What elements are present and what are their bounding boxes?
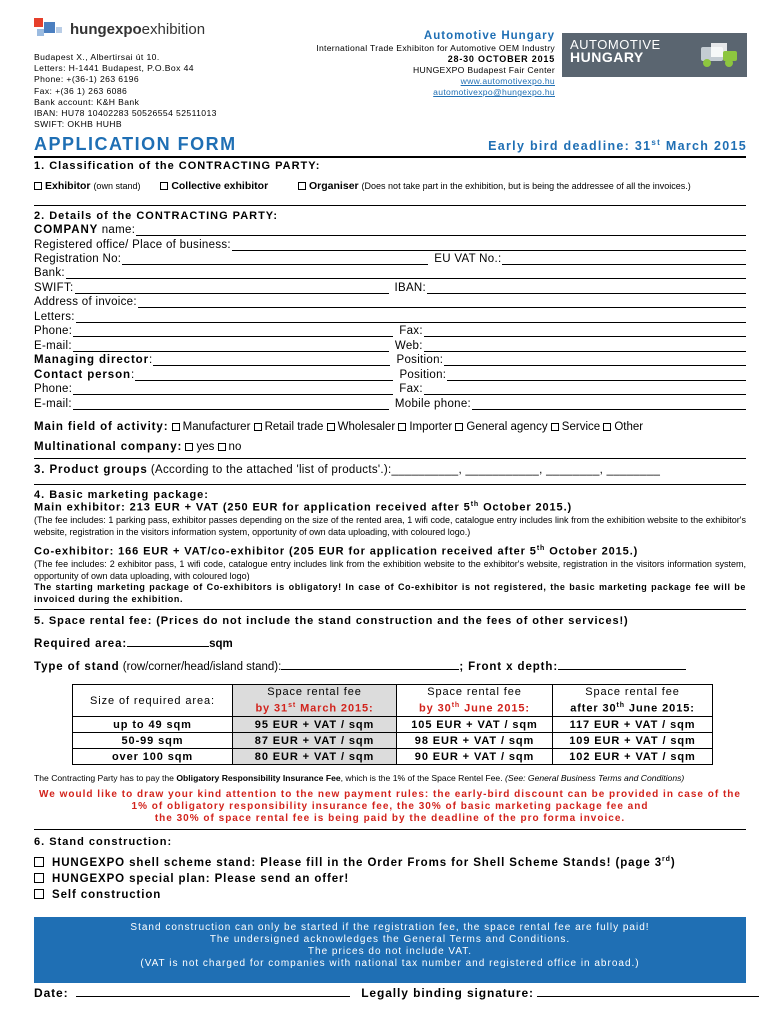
activity-retail[interactable]: Retail trade (254, 421, 324, 433)
checkbox-icon[interactable] (327, 423, 335, 431)
address-line: SWIFT: OKHB HUHB (34, 119, 123, 130)
event-email-link[interactable]: automotivexpo@hungexpo.hu (433, 87, 555, 97)
divider (34, 484, 746, 485)
activity-importer[interactable]: Importer (398, 421, 452, 433)
logo-text-rest: exhibition (141, 20, 206, 38)
table-header-size: Size of required area: (73, 685, 233, 717)
phone-fax-row (34, 325, 746, 337)
sqm-unit: sqm (209, 638, 233, 650)
fax-field[interactable] (424, 385, 746, 395)
mobile-label: Mobile phone: (394, 398, 472, 410)
divider (34, 156, 746, 158)
checkbox-icon[interactable] (603, 423, 611, 431)
main-exhibitor-fee: Main exhibitor: 213 EUR + VAT (250 EUR for application received after 5th October 2015.) (34, 501, 573, 514)
email-field[interactable] (73, 342, 389, 352)
co-exhibitor-warning: The starting marketing package of Co-exhibitors is obligatory! In case of Co-exhibitor is not registered, the basic marketing package fee will be invoiced during the exhibition. (34, 582, 746, 604)
activity-label: Main field of activity: (34, 421, 169, 433)
logo-text-bold: hungexpo (70, 20, 142, 38)
section5-title: 5. Space rental fee: (Prices do not include the stand construction and the fees of other services!) (34, 615, 629, 627)
hungexpo-logo (34, 18, 205, 40)
checkbox-icon[interactable] (34, 889, 44, 899)
badge-line1: AUTOMOTIVE (570, 37, 661, 52)
email-web-row (34, 340, 746, 352)
notice-line: (VAT is not charged for companies with national tax number and registered office in abroad.) (140, 958, 640, 969)
option-special-plan[interactable]: HUNGEXPO special plan: Please send an offer! (34, 873, 746, 885)
checkbox-icon[interactable] (34, 857, 44, 867)
divider (34, 609, 746, 610)
contact-person-label: Contact person: (34, 369, 135, 381)
required-area-label: Required area: (34, 638, 128, 650)
table-header-col3: Space rental fee after 30th June 2015: (553, 685, 713, 717)
stand-type-field[interactable] (281, 660, 459, 670)
fax-label: Fax: (399, 325, 423, 337)
section6-title: 6. Stand construction: (34, 836, 173, 848)
registration-no-field[interactable] (122, 255, 428, 265)
contact-person-field[interactable] (135, 371, 393, 381)
invoice-address-field[interactable]: Address of invoice: (34, 296, 746, 308)
activity-other[interactable]: Other (603, 421, 643, 433)
activity-wholesaler[interactable]: Wholesaler (327, 421, 396, 433)
phone-field[interactable] (73, 385, 393, 395)
table-row: over 100 sqm 80 EUR + VAT / sqm 90 EUR + VAT / sqm 102 EUR + VAT / sqm (73, 749, 713, 765)
web-field[interactable] (424, 342, 746, 352)
option-organiser[interactable]: Organiser (Does not take part in the exhibition, but is being the addressee of all the invoices.) (298, 180, 691, 192)
automotive-hungary-badge (562, 33, 747, 77)
co-exhibitor-fee: Co-exhibitor: 166 EUR + VAT/co-exhibitor (205 EUR for application received after 5th October 2015.) (34, 545, 639, 558)
eu-vat-field[interactable] (502, 255, 746, 265)
contact-phone-fax-row (34, 383, 746, 395)
table-row: 50-99 sqm 87 EUR + VAT / sqm 98 EUR + VAT / sqm 109 EUR + VAT / sqm (73, 733, 713, 749)
option-shell-scheme[interactable]: HUNGEXPO shell scheme stand: Please fill in the Order Froms for Shell Scheme Stands! (page 3rd) (34, 856, 746, 869)
section4-title: 4. Basic marketing package: (34, 489, 209, 501)
multinational-label: Multinational company: (34, 441, 183, 453)
checkbox-icon[interactable] (298, 182, 306, 190)
iban-label: IBAN: (394, 282, 427, 294)
table-header-col2: Space rental fee by 30th June 2015: (397, 685, 553, 717)
notice-box (34, 917, 746, 983)
mobile-field[interactable] (472, 400, 746, 410)
required-area-row (34, 637, 746, 650)
space-rental-fee-table (72, 684, 713, 765)
managing-director-row (34, 354, 746, 366)
address-line: Budapest X., Albertirsai út 10. (34, 52, 160, 62)
option-exhibitor[interactable]: Exhibitor (own stand) (34, 180, 140, 192)
address-line: Letters: H-1441 Budapest, P.O.Box 44 (34, 63, 194, 74)
early-bird-deadline: Early bird deadline: 31st March 2015 (488, 138, 747, 154)
address-line: IBAN: HU78 10402283 50526554 52511013 (34, 108, 217, 119)
managing-director-field[interactable] (153, 356, 390, 366)
iban-field[interactable] (427, 284, 746, 294)
web-label: Web: (394, 340, 423, 352)
checkbox-icon[interactable] (455, 423, 463, 431)
email-label: E-mail: (34, 398, 72, 410)
divider (34, 458, 746, 459)
event-venue: HUNGEXPO Budapest Fair Center (413, 65, 555, 75)
logo-squares-icon (34, 18, 64, 40)
multinational-row (34, 441, 746, 453)
address-line: Fax: +(36 1) 263 6086 (34, 85, 128, 96)
registration-row (34, 253, 746, 265)
phone-label: Phone: (34, 325, 73, 337)
payment-rules-attention: We would like to draw your kind attention to the new payment rules: the early-bird discount can be provided in case of the 1% of obligatory responsibility insurance fee, the 30% of basic marketing package fee and the 30% of space rental fee is being paid by the deadline of the pro forma invoice. (39, 789, 741, 824)
divider (34, 829, 746, 830)
stand-type-row (34, 660, 746, 673)
co-exhibitor-note: (The fee includes: 2 exhibitor pass, 1 wifi code, catalogue entry includes link from the exhibition website to the exhibitor's website, registration in the visitors information system, opportunity of own data uploading, with coloured logo) (34, 559, 746, 581)
phone-label: Phone: (34, 383, 73, 395)
checkbox-icon[interactable] (34, 182, 42, 190)
position-field[interactable] (447, 371, 746, 381)
checkbox-icon[interactable] (185, 443, 193, 451)
checkbox-icon[interactable] (172, 423, 180, 431)
date-field[interactable] (76, 987, 350, 997)
phone-field[interactable] (73, 327, 393, 337)
classification-options (34, 180, 746, 192)
section1-title: 1. Classification of the CONTRACTING PARTY: (34, 160, 321, 172)
bank-field[interactable]: Bank: (34, 267, 746, 279)
required-area-field[interactable] (127, 637, 209, 647)
email-label: E-mail: (34, 340, 72, 352)
table-header-col1: Space rental fee by 31st March 2015: (233, 685, 397, 717)
activity-general-agency[interactable]: General agency (455, 421, 547, 433)
activity-service[interactable]: Service (551, 421, 600, 433)
signature-label: Legally binding signature: (361, 986, 534, 1000)
front-depth-label: ; Front x depth: (459, 661, 559, 673)
section3-row (34, 464, 746, 476)
event-date: 28-30 OCTOBER 2015 (447, 54, 555, 64)
option-self-construction[interactable]: Self construction (34, 889, 746, 901)
checkbox-icon[interactable] (551, 423, 559, 431)
organizer-address (34, 52, 217, 130)
position-label: Position: (399, 369, 447, 381)
badge-line2: HUNGARY (570, 49, 644, 65)
swift-label: SWIFT: (34, 282, 74, 294)
registered-office-field[interactable]: Registered office/ Place of business: (34, 239, 746, 251)
footer-row (34, 986, 746, 1000)
page-title: APPLICATION FORM (34, 134, 237, 154)
email-field[interactable] (73, 400, 389, 410)
position-field[interactable] (444, 356, 746, 366)
activity-manufacturer[interactable]: Manufacturer (172, 421, 251, 433)
option-collective-exhibitor[interactable]: Collective exhibitor (160, 180, 268, 192)
letters-field[interactable]: Letters: (34, 311, 746, 323)
address-line: Phone: +(36-1) 263 6196 (34, 74, 139, 85)
address-line: Bank account: K&H Bank (34, 96, 140, 107)
checkbox-icon[interactable] (34, 873, 44, 883)
fax-label: Fax: (399, 383, 423, 395)
contact-person-row (34, 369, 746, 381)
event-title: Automotive Hungary (423, 30, 555, 42)
fax-field[interactable] (424, 327, 746, 337)
eu-vat-label: EU VAT No.: (434, 253, 502, 265)
managing-director-label: Managing director: (34, 354, 153, 366)
event-subtitle: International Trade Exhibiton for Automotive OEM Industry (316, 43, 555, 53)
checkbox-icon[interactable] (254, 423, 262, 431)
stand-type-options: (row/corner/head/island stand): (119, 661, 282, 673)
position-label: Position: (396, 354, 444, 366)
registration-no-label: Registration No: (34, 253, 122, 265)
checkbox-icon[interactable] (218, 443, 226, 451)
date-label: Date: (34, 986, 69, 1000)
checkbox-icon[interactable] (398, 423, 406, 431)
checkbox-icon[interactable] (160, 182, 168, 190)
notice-line: Stand construction can only be started if the registration fee, the space rental fee are fully paid! (130, 922, 650, 933)
divider (34, 205, 746, 206)
car-icon (691, 39, 741, 71)
front-depth-field[interactable] (558, 660, 686, 670)
product-groups-field[interactable]: (According to the attached 'list of products'.):__________, ___________, ________, ________ (150, 464, 661, 476)
activity-row (34, 421, 746, 433)
main-exhibitor-note: (The fee includes: 1 parking pass, exhibitor passes depending on the size of the rented area, 1 wifi code, catalogue entry includes link from the exhibition website to the exhibitor's website, registration in the visitors information system, opportunity of own data uploading, with coloured logo.) (34, 515, 746, 537)
event-info (255, 31, 555, 98)
contact-email-mobile-row (34, 398, 746, 410)
signature-field[interactable] (537, 987, 759, 997)
swift-iban-row (34, 282, 746, 294)
table-row: up to 49 sqm 95 EUR + VAT / sqm 105 EUR + VAT / sqm 117 EUR + VAT / sqm (73, 717, 713, 733)
section3-title: 3. Product groups (34, 464, 148, 476)
insurance-note: The Contracting Party has to pay the Obligatory Responsibility Insurance Fee, which is the 1% of the Space Rentel Fee. (See: General Business Terms and Conditions) (34, 773, 685, 783)
multinational-no[interactable]: no (218, 441, 242, 453)
stand-type-label: Type of stand (34, 661, 120, 673)
notice-line: The prices do not include VAT. (307, 946, 473, 957)
section2-title: 2. Details of the CONTRACTING PARTY: (34, 210, 278, 222)
multinational-yes[interactable]: yes (185, 441, 214, 453)
company-name-field[interactable]: COMPANY name: (34, 224, 746, 236)
notice-line: The undersigned acknowledges the General Terms and Conditions. (209, 934, 571, 945)
swift-field[interactable] (75, 284, 389, 294)
event-web-link[interactable]: www.automotivexpo.hu (460, 76, 555, 86)
